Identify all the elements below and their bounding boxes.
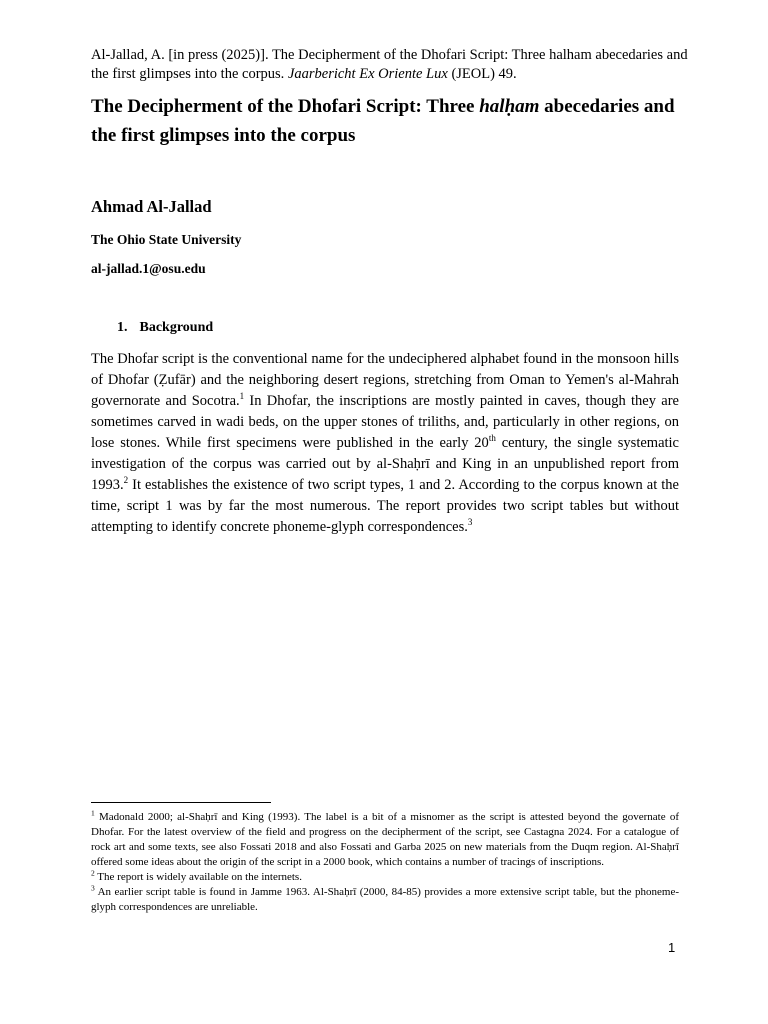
author-affiliation: The Ohio State University — [91, 232, 242, 247]
section-title: Background — [139, 320, 214, 335]
footnote-text: Madonald 2000; al-Shaḥrī and King (1993). The label is a bit of a misnomer as the script is attested beyond the governate of Dhofar. For the latest overview of the field and progress on the decipherment of the script, see Castagna 2024. For a catalogue of rock art and some texts, see also Fossati 2018 and also Fossati and Garba 2025 on new materials from the Duqm region. Al-Shaḥrī offered some ideas about the origin of the script in a 2000 book, which contains a number of tracings of inscriptions. — [91, 811, 679, 868]
ordinal-suffix: th — [488, 433, 496, 444]
footnote-separator — [91, 802, 271, 803]
footnotes — [91, 810, 679, 915]
section-heading-background — [117, 320, 213, 336]
body-text-4: It establishes the existence of two script types, 1 and 2. According to the corpus known at the time, script 1 was by far the most numerous. The report provides two script tables but without attempting to identify concrete phoneme-glyph correspondences. — [91, 477, 679, 535]
citation-journal: Jaarbericht Ex Oriente Lux — [287, 66, 448, 82]
body-text-2: In Dhofar, the inscriptions are mostly painted in caves, though they are sometimes carved in wadi beds, on the upper stones of triliths, and, particularly in other regions, on lose stones. While first specimens were published in the early 20 — [91, 393, 679, 451]
footnote-2 — [91, 870, 679, 885]
footnote-text: The report is widely available on the internets. — [94, 871, 302, 883]
body-text-1: The Dhofar script is the conventional name for the undeciphered alphabet found in the monsoon hills of Dhofar (Ẓufār) and the neighboring desert regions, stretching from Oman to Yemen's al-Mahrah governorate and Socotra. — [91, 351, 679, 409]
body-text-3: century, the single systematic investigation of the corpus was carried out by al-Shaḥrī and King in an unpublished report from 1993. — [91, 435, 679, 493]
citation-header — [91, 46, 691, 84]
footnote-1 — [91, 810, 679, 870]
footnote-ref-3[interactable]: 3 — [467, 517, 473, 528]
footnote-marker: 3 — [91, 883, 95, 893]
title-italic-term: halḥam — [479, 96, 540, 117]
paper-title — [91, 92, 691, 150]
footnote-marker: 2 — [91, 868, 95, 878]
footnote-ref-1[interactable]: 1 — [239, 391, 245, 402]
page-number: 1 — [668, 940, 676, 955]
title-part-2: abecedaries and the first glimpses into the corpus — [91, 96, 675, 146]
footnote-marker: 1 — [91, 808, 95, 818]
title-part-1: The Decipherment of the Dhofari Script: Three — [91, 96, 480, 117]
citation-text: Al-Jallad, A. [in press (2025)]. The Decipherment of the Dhofari Script: Three halham abecedaries and the first glimpses into the corpus. — [91, 47, 688, 82]
section-number: 1. — [117, 320, 128, 335]
body-paragraph — [91, 349, 679, 538]
author-name: Ahmad Al-Jallad — [91, 197, 212, 216]
footnote-text: An earlier script table is found in Jamme 1963. Al-Shaḥrī (2000, 84-85) provides a more extensive script table, but the phoneme-glyph correspondences are unreliable. — [91, 886, 679, 913]
author-email[interactable]: al-jallad.1@osu.edu — [91, 261, 206, 276]
citation-volume: (JEOL) 49. — [447, 66, 517, 82]
footnote-ref-2[interactable]: 2 — [123, 475, 129, 486]
footnote-3 — [91, 885, 679, 915]
